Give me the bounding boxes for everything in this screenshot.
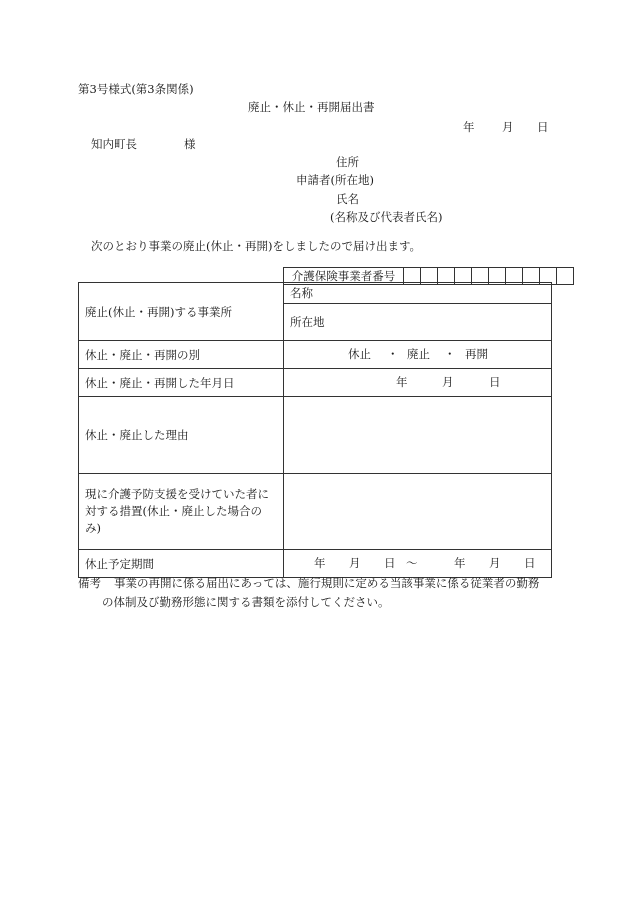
measures-label bbox=[79, 474, 284, 550]
name-label: 氏名 bbox=[336, 192, 359, 206]
period-tilde: 〜 bbox=[406, 556, 418, 570]
period-row bbox=[79, 550, 552, 578]
reason-field[interactable] bbox=[284, 397, 552, 474]
period-field[interactable] bbox=[284, 550, 552, 578]
remarks-line2: の体制及び勤務形態に関する書類を添付してください。 bbox=[102, 595, 390, 609]
period-start-day: 日 bbox=[384, 556, 396, 570]
name-note: (名称及び代表者氏名) bbox=[330, 210, 443, 224]
office-divider bbox=[284, 303, 551, 304]
date-label: 休止・廃止・再開した年月日 bbox=[79, 369, 284, 397]
notification-form-table bbox=[78, 282, 552, 578]
option-separator: ・ bbox=[444, 347, 456, 361]
period-start-month: 月 bbox=[349, 556, 361, 570]
measures-label-line1: 現に介護予防支援を受けていた者に bbox=[85, 487, 269, 501]
remarks-line1: 事業の再開に係る届出にあっては、施行規則に定める当該事業に係る従業者の勤務 bbox=[114, 576, 540, 590]
type-label: 休止・廃止・再開の別 bbox=[79, 341, 284, 369]
form-title: 廃止・休止・再開届出書 bbox=[248, 100, 375, 114]
office-label: 廃止(休止・再開)する事業所 bbox=[79, 283, 284, 341]
option-suspend[interactable]: 休止 bbox=[348, 347, 371, 361]
option-resume[interactable]: 再開 bbox=[465, 347, 488, 361]
period-label: 休止予定期間 bbox=[79, 550, 284, 578]
addressee-honorific: 様 bbox=[184, 137, 196, 151]
date-field[interactable] bbox=[284, 369, 552, 397]
measures-row bbox=[79, 474, 552, 550]
office-field[interactable] bbox=[284, 283, 552, 341]
address-label: 住所 bbox=[336, 155, 359, 169]
date-row bbox=[79, 369, 552, 397]
intro-text: 次のとおり事業の廃止(休止・再開)をしましたので届け出ます。 bbox=[91, 239, 422, 253]
period-end-month: 月 bbox=[489, 556, 501, 570]
date-row-day: 日 bbox=[489, 375, 501, 389]
type-options[interactable] bbox=[284, 341, 552, 369]
date-year: 年 bbox=[463, 120, 475, 134]
provider-number-label: 介護保険事業者番号 bbox=[284, 268, 404, 284]
date-day: 日 bbox=[537, 120, 549, 134]
period-end-year: 年 bbox=[454, 556, 466, 570]
form-number: 第3号様式(第3条関係) bbox=[78, 82, 194, 96]
date-month: 月 bbox=[502, 120, 514, 134]
date-row-year: 年 bbox=[396, 375, 408, 389]
addressee-name: 知内町長 bbox=[91, 137, 137, 151]
measures-label-line2: 対する措置(休止・廃止した場合のみ) bbox=[85, 504, 262, 535]
applicant-label: 申請者(所在地) bbox=[296, 173, 374, 187]
option-abolish[interactable]: 廃止 bbox=[407, 347, 430, 361]
type-row bbox=[79, 341, 552, 369]
digit-box[interactable] bbox=[557, 268, 573, 284]
office-address-label: 所在地 bbox=[290, 315, 325, 329]
reason-label: 休止・廃止した理由 bbox=[79, 397, 284, 474]
period-start-year: 年 bbox=[314, 556, 326, 570]
date-row-month: 月 bbox=[442, 375, 454, 389]
remarks-label: 備考 bbox=[78, 576, 101, 590]
period-end-day: 日 bbox=[524, 556, 536, 570]
office-name-label: 名称 bbox=[290, 286, 313, 300]
office-row bbox=[79, 283, 552, 341]
reason-row bbox=[79, 397, 552, 474]
measures-field[interactable] bbox=[284, 474, 552, 550]
option-separator: ・ bbox=[387, 347, 399, 361]
